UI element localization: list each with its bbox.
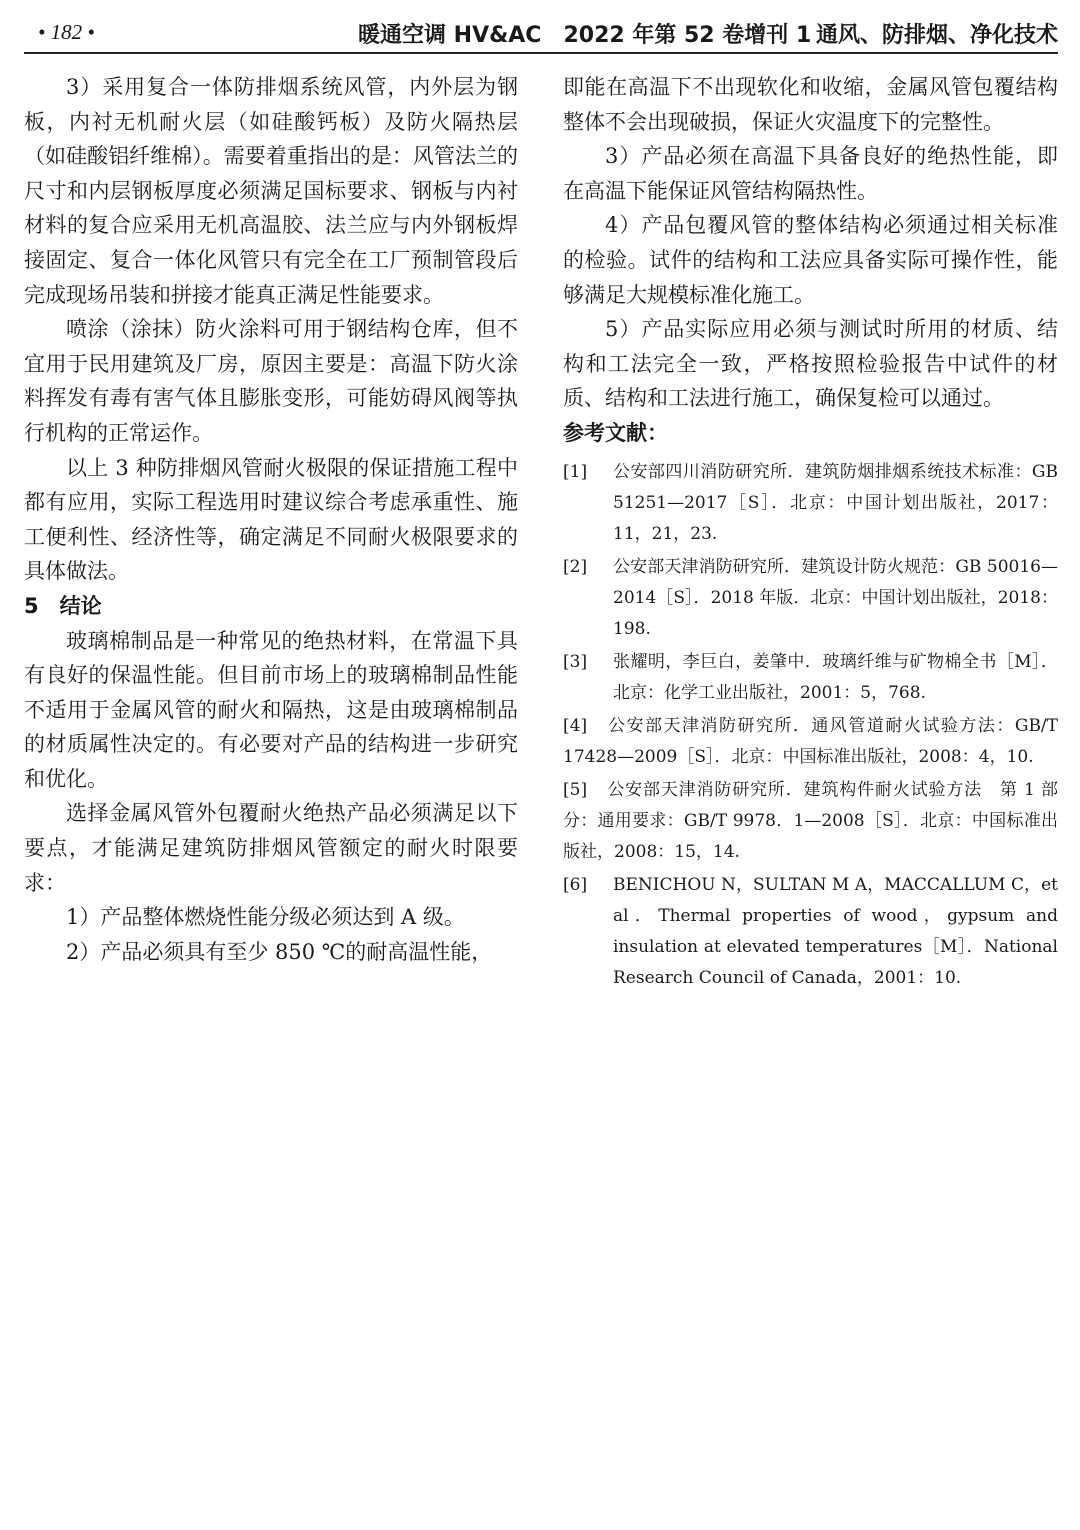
point-5: 5）产品实际应用必须与测试时所用的材质、结构和工法完全一致，严格按照检验报告中试件的材质、结构和工法进行施工，确保复检可以通过。 [563, 317, 1058, 411]
section-title: 通风、防排烟、净化技术 [815, 23, 1058, 48]
reference-item [563, 711, 1058, 773]
right-column [563, 70, 1058, 996]
page-number: • 182 • [38, 20, 95, 44]
reference-list [563, 457, 1058, 994]
reference-number: [6] [563, 874, 588, 895]
point-3: 3）产品必须在高温下具备良好的绝热性能，即在高温下能保证风管结构隔热性。 [563, 144, 1058, 203]
reference-number: [2] [563, 556, 588, 577]
reference-text: 公安部天津消防研究所．建筑构件耐火试验方法 第 1 部分：通用要求：GB/T 9978．1—2008［S］．北京：中国标准出版社，2008：15，14. [563, 779, 1058, 862]
references-heading: 参考文献： [563, 420, 668, 445]
section-heading-conclusion: 5 结论 [24, 593, 102, 618]
paragraph-measures-summary: 以上 3 种防排烟风管耐火极限的保证措施工程中都有应用，实际工程选用时建议综合考虑承重性、施工便利性、经济性等，确定满足不同耐火极限要求的具体做法。 [24, 455, 518, 584]
reference-item [563, 457, 1058, 550]
journal-title: 暖通空调 HV&AC 2022 年第 52 卷增刊 1 [358, 23, 812, 48]
reference-text: 公安部天津消防研究所．建筑设计防火规范：GB 50016—2014［S］．2018 年版．北京：中国计划出版社，2018：198. [613, 556, 1058, 639]
reference-text: BENICHOU N，SULTAN M A，MACCALLUM C，et al．Thermal properties of wood，gypsum and insulation at elevated temperatures［M］．National Research Council of Canada，2001：10. [613, 874, 1058, 988]
point-2-continued: 即能在高温下不出现软化和收缩，金属风管包覆结构整体不会出现破损，保证火灾温度下的完整性。 [563, 75, 1058, 134]
paragraph-selection-points: 选择金属风管外包覆耐火绝热产品必须满足以下要点，才能满足建筑防排烟风管额定的耐火时限要求： [24, 801, 518, 895]
reference-number: [5] [563, 779, 588, 800]
reference-number: [1] [563, 461, 588, 482]
reference-text: 张耀明，李巨白，姜肇中．玻璃纤维与矿物棉全书［M］．北京：化学工业出版社，2001：5，768. [613, 651, 1058, 703]
point-2: 2）产品必须具有至少 850 ℃的耐高温性能， [66, 939, 493, 964]
left-column [24, 70, 518, 969]
reference-number: [3] [563, 651, 588, 672]
point-4: 4）产品包覆风管的整体结构必须通过相关标准的检验。试件的结构和工法应具备实际可操作性，能够满足大规模标准化施工。 [563, 213, 1058, 307]
reference-text: 公安部四川消防研究所．建筑防烟排烟系统技术标准：GB 51251—2017［S］．北京：中国计划出版社，2017：11，21，23. [613, 461, 1058, 544]
point-1: 1）产品整体燃烧性能分级必须达到 A 级。 [66, 905, 465, 930]
reference-text: 公安部天津消防研究所．通风管道耐火试验方法：GB/T 17428—2009［S］．北京：中国标准出版社，2008：4，10. [563, 715, 1059, 767]
reference-item [563, 552, 1058, 645]
reference-item [563, 870, 1058, 994]
paragraph-glass-wool: 玻璃棉制品是一种常见的绝热材料，在常温下具有良好的保温性能。但目前市场上的玻璃棉制品性能不适用于金属风管的耐火和隔热，这是由玻璃棉制品的材质属性决定的。有必要对产品的结构进一步研究和优化。 [24, 628, 518, 791]
paragraph-composite-duct: 3）采用复合一体防排烟系统风管，内外层为钢板，内衬无机耐火层（如硅酸钙板）及防火隔热层（如硅酸铝纤维棉）。需要着重指出的是：风管法兰的尺寸和内层钢板厚度必须满足国标要求、钢板与内衬材料的复合应采用无机高温胶、法兰应与内外钢板焊接固定、复合一体化风管只有完全在工厂预制管段后完成现场吊装和拼接才能真正满足性能要求。 [24, 75, 518, 307]
paragraph-fire-coating: 喷涂（涂抹）防火涂料可用于钢结构仓库，但不宜用于民用建筑及厂房，原因主要是：高温下防火涂料挥发有毒有害气体且膨胀变形，可能妨碍风阀等执行机构的正常运作。 [24, 317, 518, 445]
reference-number: [4] [563, 715, 588, 736]
reference-item [563, 647, 1058, 709]
running-header [24, 14, 1058, 54]
reference-item [563, 775, 1058, 868]
